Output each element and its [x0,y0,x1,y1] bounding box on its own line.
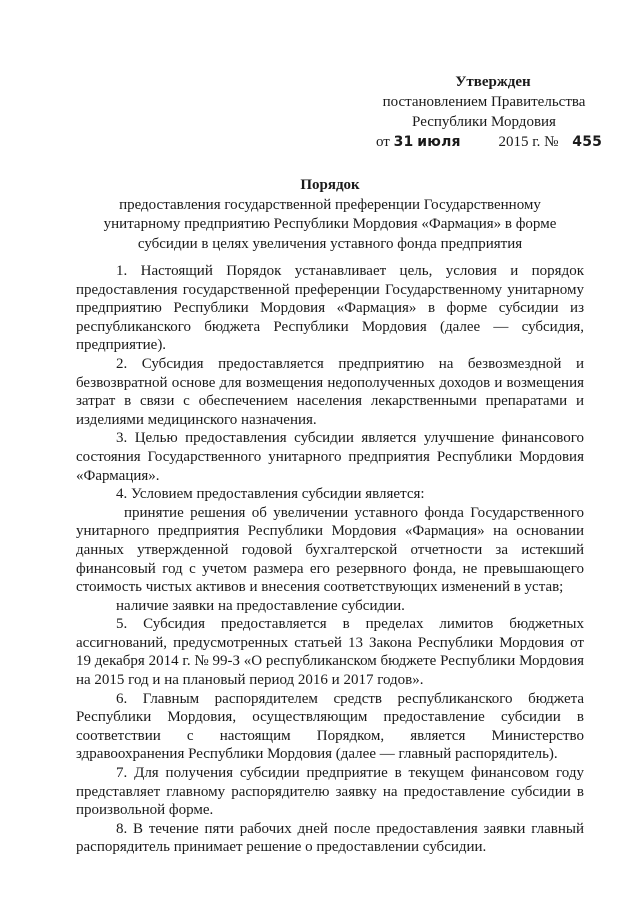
paragraph-4: 4. Условием предоставления субсидии является: [116,486,425,503]
document-heading [80,176,580,254]
paragraph-5: 5. Субсидия предоставляется в пределах лимитов бюджетных ассигнований, предусмотренных статьей 13 Закона Республики Мордовия от 19 декабря 2014 г. № 99-З «О республиканском бюджете Республики Мордовия на 2015 год и на плановый период 2016 и 2017 годов». [76,616,584,689]
date-prefix: от [376,134,390,150]
approval-title: Утвержден [455,74,531,90]
document-title: Порядок [300,177,360,193]
heading-line-1: предоставления государственной преференции Государственному [119,196,541,213]
paragraph-3: 3. Целью предоставления субсидии является улучшение финансового состояния Государственного унитарного предприятия Республики Мордовия «Фармация». [76,430,584,484]
heading-line-3: субсидии в целях увеличения уставного фонда предприятия [137,235,523,252]
paragraph-8: 8. В течение пяти рабочих дней после предоставления заявки главный распорядитель принимает решение о предоставлении субсидии. [76,820,584,856]
paragraph-6: 6. Главным распорядителем средств республиканского бюджета Республики Мордовия, осуществляющим предоставление субсидии в соответствии с настоящим Порядком, является Министерство здравоохранения Республики Мордовия (далее — главный распорядитель). [76,690,584,763]
paragraph-7: 7. Для получения субсидии предприятие в текущем финансовом году представляет главному распорядителю заявку на предоставление субсидии в произвольной форме. [76,765,584,819]
date-month: июля [417,134,461,150]
approval-date-line [374,132,603,152]
date-year: 2015 г. № [498,134,559,150]
date-day: 31 [393,134,414,150]
approval-stamp-block [374,72,603,152]
paragraph-4-condition-1: принятие решения об увеличении уставного фонда Государственного унитарного предприятия Республики Мордовия «Фармация» на основании данных утвержденной годовой бухгалтерской отчетности за истекший финансовый год с учетом размера его резервного фонда, не превышающего стоимость чистых активов и внесения соответствующих изменений в устав; [76,504,584,596]
approval-line-1: постановлением Правительства [382,94,586,110]
paragraph-1: 1. Настоящий Порядок устанавливает цель, условия и порядок предоставления государственной преференции Государственному унитарному предприятию Республики Мордовия «Фармация» в форме субсидии из республиканского бюджета Республики Мордовия (далее — субсидия, предприятие). [76,263,584,354]
heading-line-2: унитарному предприятию Республики Мордовия «Фармация» в форме [103,216,557,232]
document-body [76,262,584,857]
approval-line-2: Республики Мордовия [412,114,556,130]
paragraph-4-condition-2: наличие заявки на предоставление субсидии. [116,597,405,614]
paragraph-2: 2. Субсидия предоставляется предприятию на безвозмездной и безвозвратной основе для возмещения недополученных доходов и возмещения затрат в связи с обеспечением населения лекарственными препаратами и изделиями медицинского назначения. [76,355,584,428]
document-number: 455 [572,134,603,150]
